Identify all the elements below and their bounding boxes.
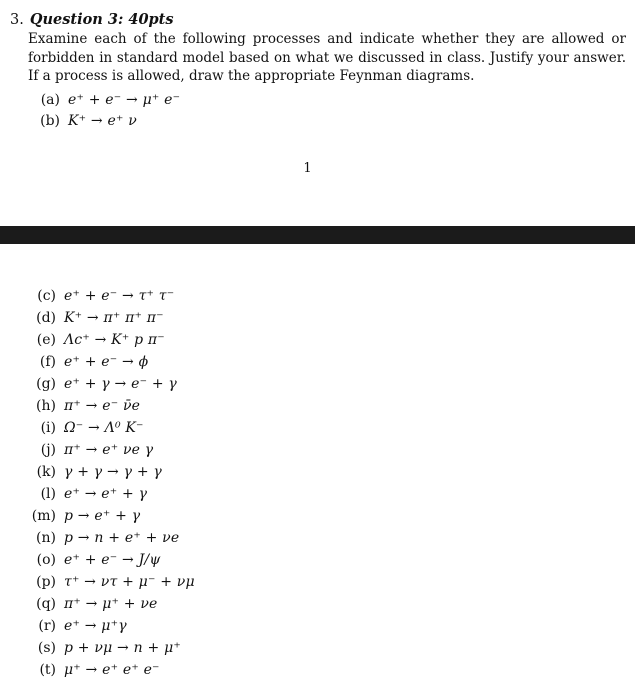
item-label: (s) [37, 640, 56, 656]
process-item [24, 288, 195, 310]
process-item [24, 618, 195, 640]
item-label: (o) [36, 552, 56, 568]
process-item [24, 332, 195, 354]
process-list-top [28, 92, 180, 134]
item-expression: π⁺ → e⁺ νe γ [64, 442, 154, 458]
item-expression: e⁺ → μ⁺γ [64, 618, 127, 634]
item-label: (c) [37, 288, 56, 304]
item-label: (f) [39, 354, 56, 370]
item-expression: γ + γ → γ + γ [64, 464, 162, 480]
item-label: (j) [40, 442, 56, 458]
page-number: 1 [303, 161, 312, 176]
item-expression: μ⁺ → e⁺ e⁺ e⁻ [64, 662, 160, 678]
process-item [24, 442, 195, 464]
process-item [28, 92, 180, 113]
item-expression: e⁺ + e⁻ → J/ψ [64, 552, 161, 568]
process-item [24, 376, 195, 398]
item-label: (k) [36, 464, 56, 480]
item-label: (g) [36, 376, 56, 392]
item-label: (r) [38, 618, 56, 634]
item-expression: p + νμ → n + μ⁺ [64, 640, 181, 656]
process-item [28, 113, 180, 134]
process-item [24, 662, 195, 684]
item-expression: e⁺ → e⁺ + γ [64, 486, 148, 502]
page-one-bottom [0, 0, 635, 226]
process-item [24, 310, 195, 332]
item-label: (e) [36, 332, 56, 348]
item-expression: e⁺ + e⁻ → μ⁺ e⁻ [68, 92, 181, 108]
item-expression: p → n + e⁺ + νe [64, 530, 180, 546]
item-label: (m) [31, 508, 56, 524]
item-expression: K⁺ → e⁺ ν [68, 113, 137, 129]
item-label: (n) [36, 530, 56, 546]
item-expression: π⁺ → μ⁺ + νe [64, 596, 158, 612]
item-expression: e⁺ + γ → e⁻ + γ [64, 376, 177, 392]
process-item [24, 574, 195, 596]
item-label: (d) [36, 310, 56, 326]
item-expression: Λc⁺ → K⁺ p π⁻ [64, 332, 165, 348]
item-label: (q) [36, 596, 56, 612]
process-item [24, 508, 195, 530]
process-list-bottom [24, 288, 195, 684]
item-label: (p) [36, 574, 56, 590]
item-expression: τ⁺ → ντ + μ⁻ + νμ [64, 574, 195, 590]
item-expression: e⁺ + e⁻ → τ⁺ τ⁻ [64, 288, 175, 304]
item-label: (l) [40, 486, 56, 502]
process-item [24, 486, 195, 508]
process-item [24, 420, 195, 442]
process-item [24, 398, 195, 420]
process-item [24, 640, 195, 662]
question-title: Question 3: 40pts [29, 11, 174, 28]
item-expression: p → e⁺ + γ [64, 508, 141, 524]
item-label: (h) [36, 398, 56, 414]
question-instructions: Examine each of the following processes and indicate whether they are allowed or forbidden in standard model based on what we discussed in class. Justify your answer. If a process is allowed, draw the appropriate Feynman diagrams. [28, 31, 626, 84]
item-expression: K⁺ → π⁺ π⁺ π⁻ [64, 310, 164, 326]
item-label: (t) [39, 662, 56, 678]
item-expression: π⁺ → e⁻ ν̄e [64, 398, 141, 414]
item-label: (b) [40, 113, 60, 129]
question-number: 3. [10, 12, 24, 28]
process-item [24, 354, 195, 376]
item-label: (i) [40, 420, 56, 436]
process-item [24, 596, 195, 618]
question-heading [10, 11, 174, 29]
process-item [24, 464, 195, 486]
process-item [24, 552, 195, 574]
item-expression: Ω⁻ → Λ⁰ K⁻ [64, 420, 144, 436]
process-item [24, 530, 195, 552]
item-label: (a) [40, 92, 60, 108]
page-divider [0, 226, 635, 244]
item-expression: e⁺ + e⁻ → ϕ [64, 354, 149, 370]
